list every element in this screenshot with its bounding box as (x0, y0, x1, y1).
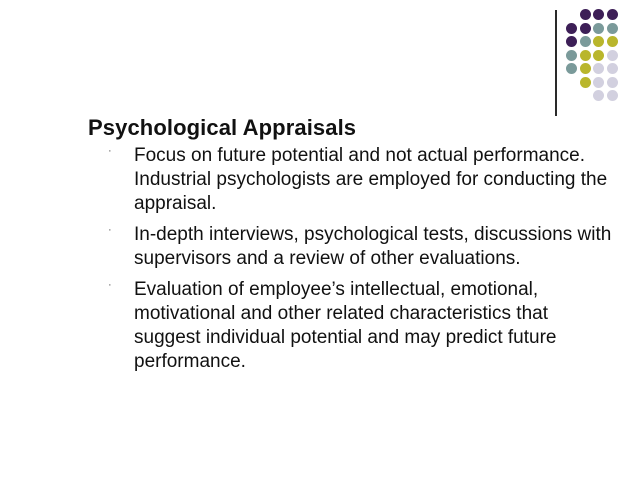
decorative-dot (580, 50, 591, 61)
decorative-dot (566, 23, 577, 34)
bullet-item (108, 278, 618, 374)
bullet-text: In-depth interviews, psychological tests, discussions with supervisors and a review of other evaluations. (134, 224, 612, 269)
decorative-dot (566, 63, 577, 74)
bullet-item (108, 144, 618, 216)
bullet-marker: · (108, 145, 112, 157)
decorative-dot (607, 77, 618, 88)
decorative-dot (607, 90, 618, 101)
decorative-dot (593, 77, 604, 88)
decorative-dot (593, 50, 604, 61)
decorative-dot (580, 36, 591, 47)
decorative-dot (580, 23, 591, 34)
decorative-dot (607, 63, 618, 74)
bullet-marker: · (108, 279, 112, 291)
decorative-dot (593, 63, 604, 74)
bullet-list (108, 144, 618, 381)
decorative-dot-grid (566, 9, 636, 105)
bullet-text: Focus on future potential and not actual performance. Industrial psychologists are employed for conducting the appraisal. (134, 145, 608, 214)
decorative-dot (593, 36, 604, 47)
decorative-dot (607, 9, 618, 20)
decorative-dot (566, 36, 577, 47)
decorative-dot (593, 23, 604, 34)
decorative-dot (580, 77, 591, 88)
bullet-text: Evaluation of employee’s intellectual, emotional, motivational and other related characteristics that suggest individual potential and may predict future performance. (134, 279, 557, 372)
decorative-dot (566, 50, 577, 61)
decorative-dot (607, 50, 618, 61)
bullet-item (108, 223, 618, 271)
decorative-dot (607, 23, 618, 34)
bullet-marker: · (108, 224, 112, 236)
decorative-dot (580, 63, 591, 74)
vertical-divider (555, 10, 557, 116)
decorative-dot (593, 90, 604, 101)
decorative-dot (607, 36, 618, 47)
decorative-dot (580, 9, 591, 20)
decorative-dot (593, 9, 604, 20)
slide-title: Psychological Appraisals (88, 115, 357, 140)
